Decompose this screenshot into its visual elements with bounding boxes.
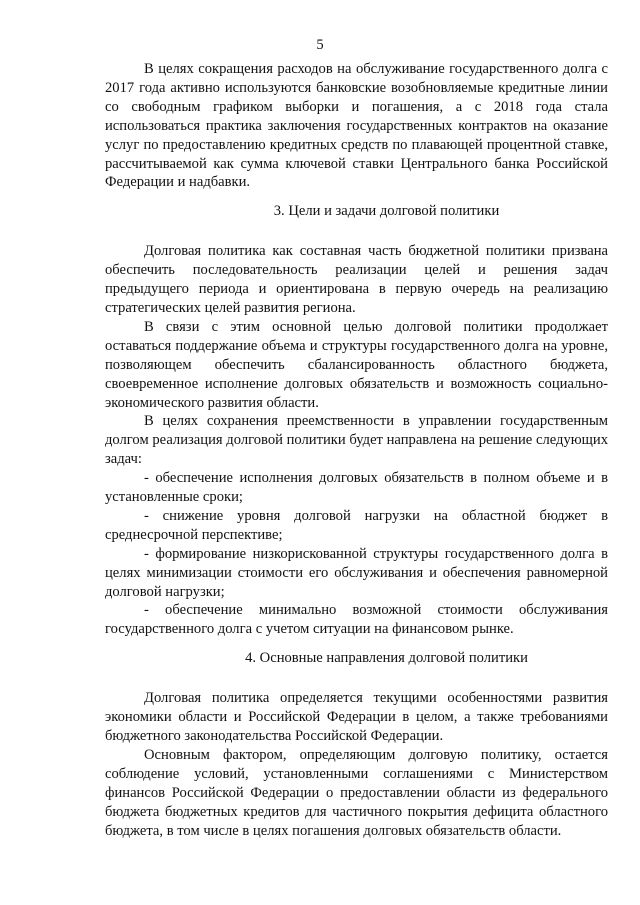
task-list-item: - снижение уровня долговой нагрузки на областной бюджет в среднесрочной перспективе; <box>105 507 608 543</box>
page-number: 5 <box>316 37 324 53</box>
section-3-paragraph: Долговая политика как составная часть бюджетной политики призвана обеспечить последовательность реализации целей и решения задач предыдущего периода и ориентирована в первую очередь на реализацию стратегических целей развития региона. <box>105 243 608 316</box>
section-3-paragraph: В целях сохранения преемственности в управлении государственным долгом реализация долговой политики будет направлена на решение следующих задач: <box>105 413 608 468</box>
task-list-item: - обеспечение минимально возможной стоимости обслуживания государственного долга с учетом ситуации на финансовом рынке. <box>105 602 608 638</box>
section-4-heading: 4. Основные направления долговой политики <box>245 650 528 667</box>
section-4-paragraph: Основным фактором, определяющим долговую политику, остается соблюдение условий, установленными соглашениями с Министерством финансов Российской Федерации о предоставлении области из федерального бюджета бюджетных кредитов для частичного покрытия дефицита областного бюджета, в том числе в целях погашения долговых обязательств области. <box>105 746 608 839</box>
section-3-heading: 3. Цели и задачи долговой политики <box>273 203 500 220</box>
task-list-item: - обеспечение исполнения долговых обязательств в полном объеме и в установленные сроки; <box>105 470 608 506</box>
section-4-paragraph: Долговая политика определяется текущими особенностями развития экономики области и Российской Федерации в целом, а также требованиями бюджетного законодательства Российской Федерации. <box>105 690 608 744</box>
paragraph-intro: В целях сокращения расходов на обслуживание государственного долга с 2017 года активно используются банковские возобновляемые кредитные линии со свободным графиком выборки и погашения, а с 2018 года стала использоваться практика заключения государственных контрактов на оказание услуг по предоставлению кредитных средств по плавающей процентной ставке, рассчитываемой как сумма ключевой ставки Центрального банка Российской Федерации и надбавки. <box>105 61 608 191</box>
document-body <box>105 60 608 840</box>
section-3-paragraph: В связи с этим основной целью долговой политики продолжает оставаться поддержание объема и структуры государственного долга на уровне, позволяющем обеспечить сбалансированность областного бюджета, своевременное исполнение долговых обязательств и возможность социально-экономического развития области. <box>105 318 608 411</box>
task-list-item: - формирование низкорискованной структуры государственного долга в целях минимизации стоимости его обслуживания и обеспечения равномерной долговой нагрузки; <box>105 545 608 600</box>
